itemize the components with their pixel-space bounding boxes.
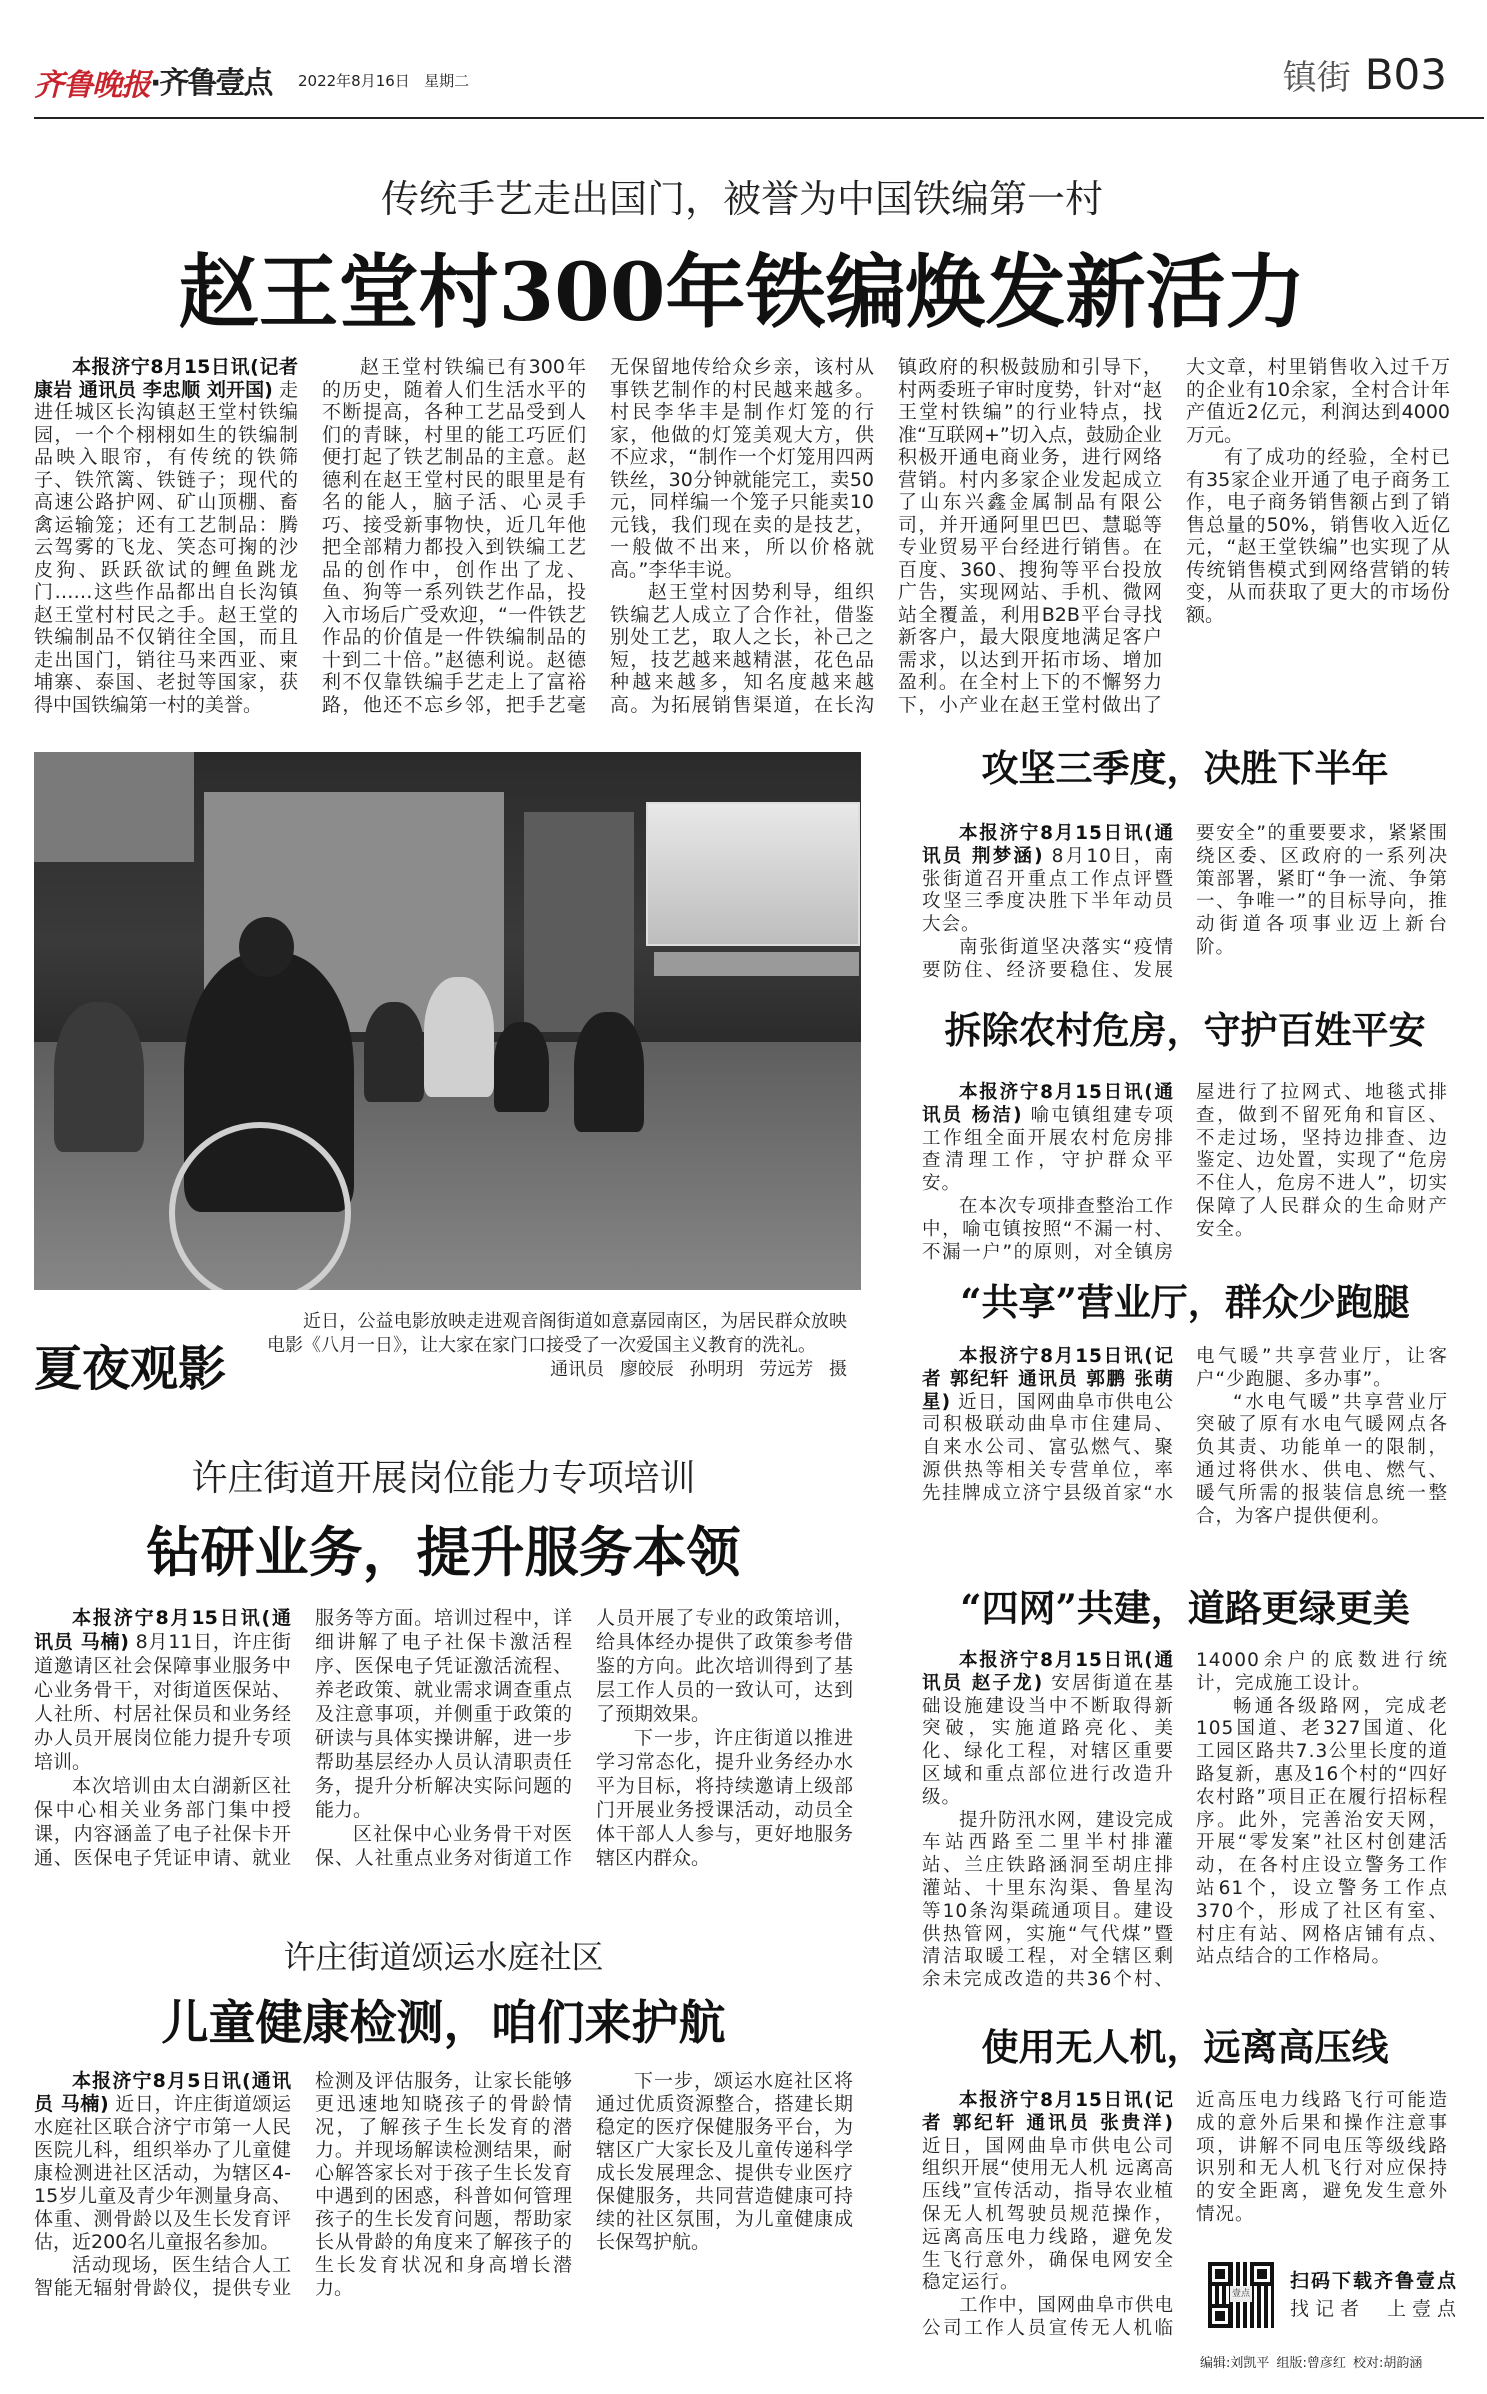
page-credits: 编辑:刘凯平 组版:曾彦红 校对:胡韵涵 <box>1200 2356 1423 2371</box>
qr-finder <box>1208 2262 1232 2286</box>
header-rule <box>34 117 1484 119</box>
paragraph: 近日，国网曲阜市供电公司组织开展“使用无人机 远离高压线”宣传活动，指导农业植保无人机驾驶员规范操作，远离高压电力线路，避免发生飞行意外，确保电网安全稳定运行。 <box>922 2135 1174 2294</box>
paragraph: 区社保中心业务骨干对医保、人社重点业务对街道工作人员开展了专业的政策培训，给具体经办提供了政策参考借鉴的方向。此次培训得到了基层工作人员的一致认可，达到了预期效果。 <box>315 1607 853 1869</box>
caption-text: 近日，公益电影放映走进观音阁街道如意嘉园南区，为居民群众放映电影《八月一日》，让大家在家门口接受了一次爱国主义教育的洗礼。 <box>267 1311 847 1356</box>
promo-line-1: 扫码下载齐鲁壹点 <box>1290 2270 1459 2292</box>
person-silhouette <box>574 1012 644 1132</box>
paragraph: 8月10日，南张街道召开重点工作点评暨攻坚三季度决胜下半年动员大会。 <box>922 845 1174 936</box>
newspaper-logo: 齐鲁晚报 <box>34 68 150 103</box>
weekday-text: 星期二 <box>424 72 470 90</box>
page-number: B03 <box>1364 50 1447 99</box>
paragraph: 南张街道坚决落实“疫情要防住、经济要稳住、发展要安全”的重要要求，紧紧围绕区委、区政府的一系列决策部署，紧盯“争一流、争第一、争唯一”的目标导向，推动街道各项事业迈上新台阶。 <box>922 823 1448 981</box>
paragraph: 下一步，颂运水庭社区将通过优质资源整合，搭建长期稳定的医疗保健服务平台，为辖区广大家长及儿童传递科学成长发展理念、提供专业医疗保健服务，共同营造健康可持续的社区氛围，为儿童健康成长保驾护航。 <box>596 2070 853 2253</box>
dateline: 本报济宁8月15日讯(记者 郭纪轩 通讯员 张贵洋) <box>922 2090 1174 2134</box>
housing-title: 拆除农村危房，守护百姓平安 <box>944 1008 1426 1052</box>
housing-body <box>922 1082 1448 1264</box>
dateline: 本报济宁8月15日讯(通讯员 杨洁) <box>922 1082 1174 1126</box>
lead-story-body <box>34 356 1450 716</box>
road-title: “四网”共建，道路更绿更美 <box>960 1586 1410 1630</box>
qr-center-logo: 壹点 <box>1230 2286 1252 2302</box>
paragraph: 提升防汛水网，建设完成车站西路至二里半村排灌站、兰庄铁路涵洞至胡庄排灌站、十里东沟渠、鲁星沟等10条沟渠疏通项目。建设供热管网，实施“气代煤”暨清洁取暖工程，对全辖区剩余未完成改造的共36个村、14000余户的底数进行统计，完成施工设计。 <box>922 1650 1448 1991</box>
road-body <box>922 1650 1448 1992</box>
paragraph: 活动现场，医生结合人工智能无辐射骨龄仪，提供专业检测及评估服务，让家长能够更迅速地知晓孩子的骨龄情况，了解孩子生长发育的潜力。并现场解读检测结果，耐心解答家长对于孩子生长发育中遇到的困惑，科普如何管理孩子的生长发育问题，帮助家长从骨龄的角度来了解孩子的生长发育状况和身高增长潜力。 <box>34 2070 572 2299</box>
children-kicker: 许庄街道颂运水庭社区 <box>283 1938 604 1976</box>
children-body <box>34 2070 853 2300</box>
photo-credit: 通讯员 廖皎辰 孙明玥 劳远芳 摄 <box>550 1359 847 1380</box>
paragraph: 8月11日，许庄街道邀请区社会保障事业服务中心业务骨干，对街道医保站、人社所、村居社保员和业务经办人员开展岗位能力提升专项培训。 <box>34 1631 291 1773</box>
paragraph: 畅通各级路网，完成老105国道、老327国道、化工园区路共7.3公里长度的道路复新，惠及16个村的“四好农村路”项目正在履行招标程序。此外，完善治安天网，开展“零发案”社区村创建活动，在各村庄设立警务工作站61个，设立警务工作点370个，形成了社区有室、村庄有站、网格店铺有点、站点结合的工作格局。 <box>1196 1695 1448 1968</box>
children-title: 儿童健康检测，咱们来护航 <box>161 1996 726 2051</box>
building-shape <box>34 752 194 862</box>
paragraph: 有了成功的经验，全村已有35家企业开通了电子商务工作，电子商务销售额占到了销售总量的50%，销售收入近亿元，“赵王堂铁编”也实现了从传统销售模式到网络营销的转变，从而获取了更大的市场份额。 <box>1186 446 1450 626</box>
date-text: 2022年8月16日 <box>298 72 410 90</box>
section-label <box>1283 50 1447 99</box>
training-body <box>34 1606 853 1870</box>
banner <box>654 952 859 976</box>
lead-story-kicker: 传统手艺走出国门，被誉为中国铁编第一村 <box>380 177 1103 221</box>
wheelchair-wheel <box>169 1122 351 1290</box>
dateline: 本报济宁8月15日讯(通讯员 赵子龙) <box>922 1650 1174 1694</box>
paragraph: 喻屯镇组建专项工作组全面开展农村危房排查清理工作，守护群众平安。 <box>922 1104 1174 1195</box>
paragraph: 本次培训由太白湖新区社保中心相关业务部门集中授课，内容涵盖了电子社保卡开通、医保电子凭证申请、就业服务等方面。培训过程中，详细讲解了电子社保卡激活程序、医保电子凭证激活流程、养老政策、就业需求调查重点及注意事项，并侧重于政策的研读与具体实操讲解，进一步帮助基层经办人员认清职责任务，提升分析解决实际问题的能力。 <box>34 1607 572 1869</box>
paragraph: 赵王堂村因势利导，组织铁编艺人成立了合作社，借鉴别处工艺，取人之长，补己之短，技艺越来越精湛，花色品种越来越多，知名度越来越高。为拓展销售渠道，在长沟镇政府的积极鼓励和引导下，村两委班子审时度势，针对“赵王堂村铁编”的行业特点，找准“互联网+”切入点，鼓励企业积极开通电商业务，进行网络营销。村内多家企业发起成立了山东兴鑫金属制品有限公司，并开通阿里巴巴、慧聪等专业贸易平台经进行销售。在百度、360、搜狗等平台投放广告，实现网站、手机、微网站全覆盖，利用B2B平台寻找新客户，最大限度地满足客户需求，以达到开拓市场、增加盈利。在全村上下的不懈努力下，小产业在赵王堂村做出了大文章，村里销售收入过千万的企业有10余家，全村合计年产值近2亿元，利润达到4000万元。 <box>610 356 1450 716</box>
photo-caption <box>267 1310 847 1382</box>
person-silhouette <box>424 977 494 1097</box>
dateline: 本报济宁8月15日讯(记者 康岩 通讯员 李忠顺 刘开国) <box>34 356 298 401</box>
person-silhouette <box>54 1002 144 1152</box>
paragraph: 赵王堂村铁编已有300年的历史，随着人们生活水平的不断提高，各种工艺品受到人们的青睐，村里的能工巧匠们便打起了铁艺制品的主意。赵德利在赵王堂村民的眼里是有名的能人，脑子活、心灵手巧、接受新事物快，近几年他把全部精力都投入到铁编工艺品的创作中，创作出了龙、鱼、狗等一系列铁艺作品，投入市场后广受欢迎，“一件铁艺作品的价值是一件铁编制品的十到二十倍。”赵德利说。赵德利不仅靠铁编手艺走上了富裕路，他还不忘乡邻，把手艺毫无保留地传给众乡亲，该村从事铁艺制作的村民越来越多。村民李华丰是制作灯笼的行家，他做的灯笼美观大方，供不应求，“制作一个灯笼用四两铁丝，30分钟就能完工，卖50元，同样编一个笼子只能卖10元钱，我们现在卖的是技艺，一般做不出来，所以价格就高。”李华丰说。 <box>322 356 874 716</box>
promo-line-2: 找记者 上壹点 <box>1290 2298 1463 2320</box>
paragraph: 走进任城区长沟镇赵王堂村铁编园，一个个栩栩如生的铁编制品映入眼帘，有传统的铁筛子、铁笊篱、铁链子；现代的高速公路护网、矿山顶棚、畜禽运输笼；还有工艺制品：腾云驾雾的飞龙、笑态可掬的沙皮狗、跃跃欲试的鲤鱼跳龙门……这些作品都出自长沟镇赵王堂村村民之手。赵王堂的铁编制品不仅销往全国，而且走出国门，销往马来西亚、柬埔寨、泰国、老挝等国家，获得中国铁编第一村的美誉。 <box>34 378 298 716</box>
qr-finder <box>1250 2262 1274 2286</box>
quarter-body <box>922 823 1448 983</box>
person-silhouette <box>364 1002 424 1102</box>
person-head <box>239 917 294 977</box>
issue-date <box>298 70 469 91</box>
paragraph: 在本次专项排查整治工作中，喻屯镇按照“不漏一村、不漏一户”的原则，对全镇房屋进行了拉网式、地毯式排查，做到不留死角和盲区、不走过场，坚持边排查、边鉴定、边处置，实现了“危房不住人，危房不进人”，切实保障了人民群众的生命财产安全。 <box>922 1082 1448 1263</box>
dateline: 本报济宁8月5日讯(通讯员 马楠) <box>34 2070 291 2115</box>
qr-code[interactable] <box>1208 2262 1274 2328</box>
movie-screen <box>646 802 860 946</box>
app-logo: ·齐鲁壹点 <box>150 66 272 101</box>
paragraph: 近日，国网曲阜市供电公司积极联动曲阜市住建局、自来水公司、富弘燃气、聚源供热等相关专营单位，率先挂牌成立济宁县级首家“水电气暖”共享营业厅，让客户“少跑腿、多办事”。 <box>922 1346 1448 1504</box>
paragraph: 工作中，国网曲阜市供电公司工作人员宣传无人机临近高压电力线路飞行可能造成的意外后果和操作注意事项，讲解不同电压等级线路识别和无人机飞行对应保持的安全距离，避免发生意外情况。 <box>922 2090 1448 2339</box>
paragraph: 下一步，许庄街道以推进学习常态化，提升业务经办水平为目标，将持续邀请上级部门开展业务授课活动，动员全体干部人人参与，更好地服务辖区内群众。 <box>596 1727 853 1869</box>
person-silhouette <box>494 1022 549 1112</box>
building-shape <box>524 812 634 1032</box>
dateline: 本报济宁8月15日讯(通讯员 荆梦涵) <box>922 823 1174 867</box>
dateline: 本报济宁8月15日讯(记者 郭纪轩 通讯员 郭鹏 张萌星) <box>922 1346 1174 1413</box>
outdoor-movie-photo <box>34 752 861 1290</box>
training-kicker: 许庄街道开展岗位能力专项培训 <box>191 1458 696 1499</box>
photo-title: 夏夜观影 <box>34 1341 227 1397</box>
paragraph: 安居街道在基础设施建设当中不断取得新突破，实施道路亮化、美化、绿化工程，对辖区重要区域和重点部位进行改造升级。 <box>922 1672 1174 1808</box>
quarter-title: 攻坚三季度，决胜下半年 <box>981 746 1389 790</box>
section-name: 镇街 <box>1282 58 1351 98</box>
qr-finder <box>1208 2304 1232 2328</box>
drone-title: 使用无人机，远离高压线 <box>981 2025 1389 2069</box>
service-hall-title: “共享”营业厅，群众少跑腿 <box>960 1280 1410 1324</box>
paragraph: 近日，许庄街道颂运水庭社区联合济宁市第一人民医院儿科，组织举办了儿童健康检测进社区活动，为辖区4-15岁儿童及青少年测量身高、体重、测骨龄以及生长发育评估，近200名儿童报名参加。 <box>34 2093 291 2253</box>
training-title: 钻研业务，提升服务本领 <box>146 1520 741 1584</box>
service-hall-body <box>922 1346 1448 1528</box>
paragraph: “水电气暖”共享营业厅突破了原有水电气暖网点各负其责、功能单一的限制，通过将供水、供电、燃气、暖气所需的报装信息统一整合，为客户提供便利。 <box>1196 1391 1448 1527</box>
dateline: 本报济宁8月15日讯(通讯员 马楠) <box>34 1607 291 1653</box>
lead-story-title: 赵王堂村300年铁编焕发新活力 <box>178 245 1306 339</box>
